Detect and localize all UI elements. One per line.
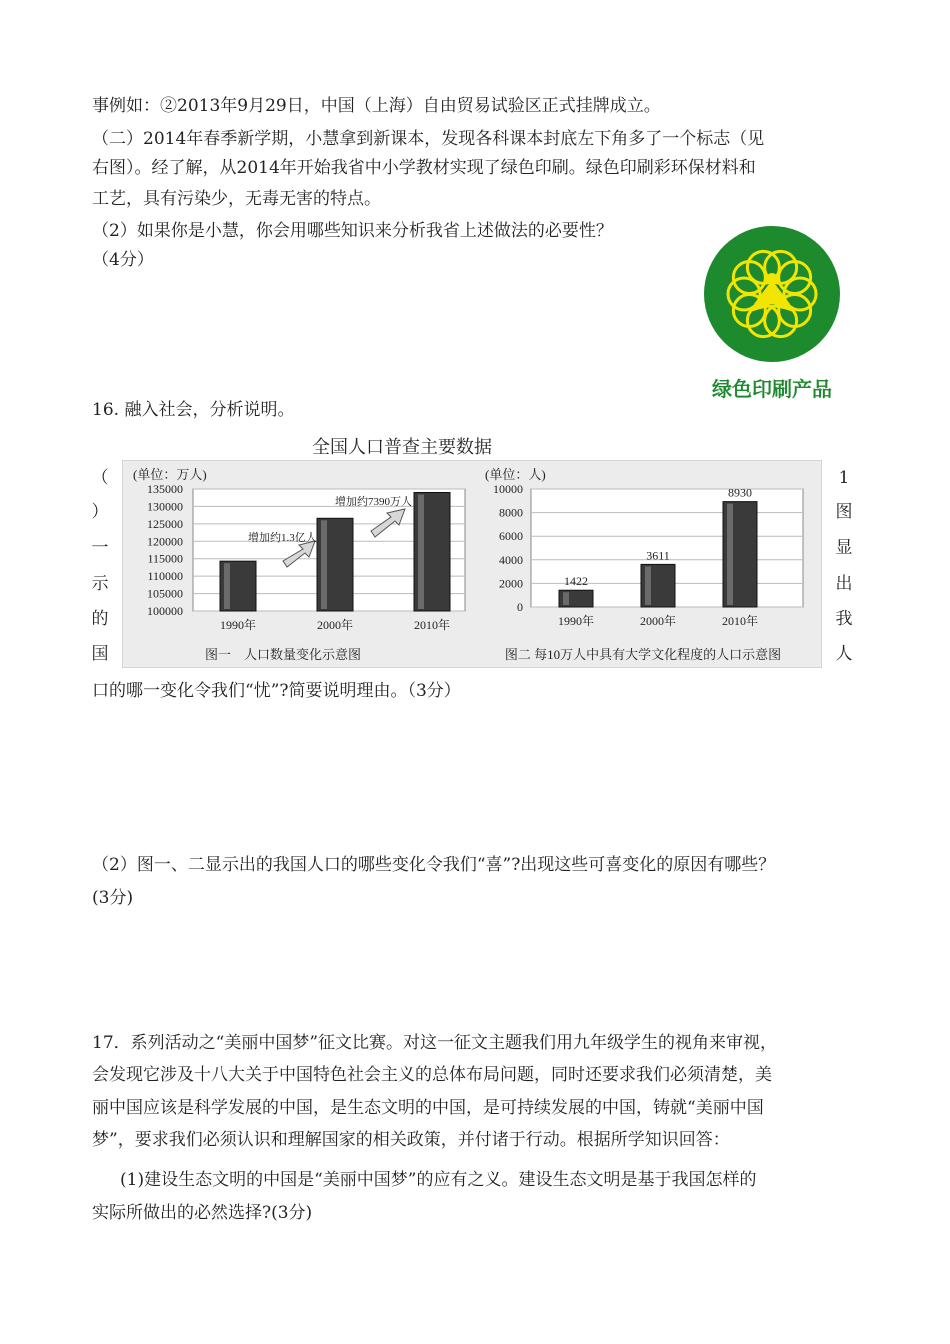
question-2: （2）如果你是小慧，你会用哪些知识来分析我省上述做法的必要性？ (92, 221, 613, 241)
y-tick-label-1: 4000 (499, 552, 523, 567)
question-16-2-score: (3分) (92, 888, 134, 908)
green-printing-logo (702, 222, 852, 401)
vertical-left-char-0: （ (91, 468, 109, 488)
question-2-score: （4分） (92, 250, 154, 270)
bar-highlight (727, 504, 733, 605)
y-tick-label-0: 135000 (147, 482, 183, 496)
environmental-label-icon (702, 222, 852, 372)
vertical-right-char-5: 人 (835, 644, 853, 664)
x-tick-label: 2000年 (639, 614, 677, 628)
text-line-4: 工艺，具有污染少，无毒无害的特点。 (92, 189, 381, 209)
annotation-2: 增加约7390万人 (335, 496, 412, 508)
x-tick-label: 2010年 (413, 618, 451, 632)
vertical-right-char-0: 1 (838, 468, 850, 488)
x-tick-label: 1990年 (219, 618, 257, 632)
y-tick-label-0: 115000 (147, 551, 183, 566)
x-tick-label: 1990年 (557, 614, 595, 628)
bar-highlight (563, 592, 569, 605)
text-line-3: 右图）。经了解，从2014年开始我省中小学教材实现了绿色印刷。绿色印刷彩环保材料和 (92, 158, 756, 178)
unit-label-1: (单位：人) (485, 467, 546, 482)
vertical-right-char-2: 显 (835, 538, 853, 558)
vertical-left-char-4: 的 (91, 609, 109, 629)
question-17-1: (1)建设生态文明的中国是“美丽中国梦”的应有之义。建设生态文明是基于我国怎样的 (120, 1170, 757, 1190)
question-16-title: 16. 融入社会，分析说明。 (92, 400, 295, 420)
y-tick-label-0: 100000 (147, 604, 183, 618)
data-label: 1422 (564, 574, 588, 589)
logo-caption: 绿色印刷产品 (712, 377, 832, 401)
question-17-line-2: 会发现它涉及十八大关于中国特色社会主义的总体布局问题，同时还要求我们必须清楚，美 (92, 1065, 772, 1085)
question-17-line-4: 梦”，要求我们必须认识和理解国家的相关政策，并付诸于行动。根据所学知识回答： (92, 1130, 730, 1150)
unit-label-0: (单位：万人) (133, 467, 207, 482)
y-tick-label-1: 6000 (499, 529, 523, 544)
chart-caption-0: 图一 人口数量变化示意图 (204, 647, 362, 662)
y-tick-label-1: 10000 (493, 482, 523, 496)
question-17-line-1: 17．系列活动之“美丽中国梦”征文比赛。对这一征文主题我们用九年级学生的视角来审视， (92, 1033, 778, 1053)
bar-highlight (224, 563, 230, 609)
y-tick-label-0: 125000 (147, 516, 183, 531)
chart-title: 全国人口普查主要数据 (312, 437, 492, 458)
question-17-line-3: 丽中国应该是科学发展的中国，是生态文明的中国，是可持续发展的中国，铸就“美丽中国 (92, 1098, 764, 1118)
x-tick-label: 2010年 (721, 614, 759, 628)
y-tick-label-0: 130000 (147, 499, 183, 514)
question-16-2: （2）图一、二显示出的我国人口的哪些变化令我们“喜”?出现这些可喜变化的原因有哪些？ (92, 855, 776, 875)
question-17-1-end: 实际所做出的必然选择?(3分) (92, 1203, 313, 1223)
y-tick-label-0: 105000 (147, 586, 183, 601)
vertical-right-char-1: 图 (835, 502, 853, 522)
bar-highlight (645, 566, 651, 605)
question-16-1-end: 口的哪一变化令我们“忧”?简要说明理由。（3分） (92, 681, 461, 701)
vertical-left-char-1: ） (91, 502, 109, 522)
x-tick-label: 2000年 (316, 618, 354, 632)
text-line-2: （二）2014年春季新学期，小慧拿到新课本，发现各科课本封底左下角多了一个标志（见 (92, 129, 765, 149)
bar-highlight (321, 520, 327, 609)
y-tick-label-0: 120000 (147, 534, 183, 549)
text-line-1: 事例如：②2013年9月29日，中国（上海）自由贸易试验区正式挂牌成立。 (92, 96, 661, 116)
vertical-left-char-3: 示 (91, 574, 109, 594)
vertical-left-char-2: 一 (91, 538, 109, 558)
bar-highlight (418, 494, 424, 609)
census-charts (122, 460, 822, 668)
y-tick-label-1: 0 (517, 600, 523, 614)
y-tick-label-1: 8000 (499, 505, 523, 520)
chart-caption-1: 图二 每10万人中具有大学文化程度的人口示意图 (504, 647, 782, 662)
vertical-right-char-4: 我 (835, 609, 853, 629)
annotation-1: 增加约1.3亿人 (248, 532, 317, 544)
vertical-right-char-3: 出 (835, 574, 853, 594)
data-label: 8930 (728, 485, 752, 500)
vertical-left-char-5: 国 (91, 644, 109, 664)
data-label: 3611 (646, 548, 670, 563)
census-chart-svg (123, 461, 821, 667)
y-tick-label-0: 110000 (147, 569, 183, 584)
y-tick-label-1: 2000 (499, 576, 523, 591)
